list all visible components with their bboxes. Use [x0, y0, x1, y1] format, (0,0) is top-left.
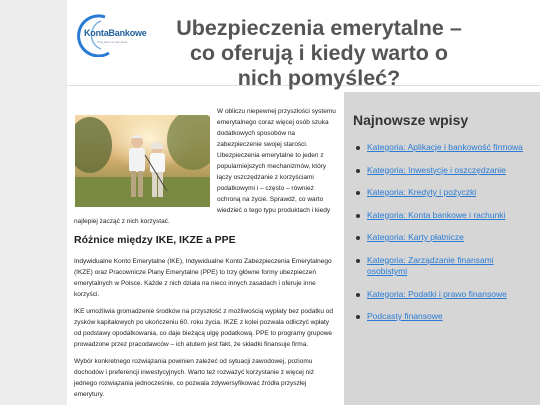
hero-image [75, 115, 210, 207]
logo-tagline: Twój bank w internecie [97, 40, 128, 44]
sidebar-link[interactable] [354, 289, 534, 301]
sidebar-link-label[interactable]: Kategoria: Podatki i prawo finansowe [367, 288, 507, 299]
sidebar-link-label[interactable]: Kategoria: Kredyty i pożyczki [367, 187, 477, 197]
sidebar-link-label[interactable]: Kategoria: Zarządzanie finansami osobistymi [367, 254, 494, 276]
recent-posts-list [354, 142, 534, 334]
article-content [74, 106, 336, 405]
section-heading: Różnice między IKE, IKZE a PPE [74, 234, 236, 246]
bullet-icon [356, 315, 360, 319]
sidebar-link[interactable] [354, 311, 534, 323]
bullet-icon [356, 169, 360, 173]
sidebar-link-label[interactable]: Podcasty finansowe [367, 311, 443, 321]
sidebar-link[interactable] [354, 255, 534, 278]
bullet-icon [356, 214, 360, 218]
logo-text: KontaBankowe [84, 28, 147, 38]
article-paragraph: IKE umożliwia gromadzenie środków na przyszłość z możliwością wypłaty bez podatku od zysków kapitałowych po ukończeniu 60. roku życia. IKZE z kolei pozwala odliczyć wpłaty od podstawy opodatkowania, co daje bieżącą ulgę podatkową. PPE to programy grupowe prowadzone przez pracodawców – ich atutem jest fakt, że składki finansuje firma. [74, 308, 334, 348]
sidebar [344, 92, 540, 405]
sidebar-link-label[interactable]: Kategoria: Aplikacje i bankowość firmowa [367, 142, 523, 152]
sidebar-title: Najnowsze wpisy [353, 112, 469, 128]
article-intro: W obliczu niepewnej przyszłości systemu emerytalnego coraz więcej osób szuka dodatkowych sposobów na zabezpieczenie swojej starości. Ubezpieczenia emerytalne to jeden z popularniejszych mechanizmów, który łączy oszczędzanie z korzyściami podatkowymi i – często – również ochroną na życie. Sprawdź, co warto wiedzieć o tego typu produktach i kiedy najlepiej zacząć z nich korzystać. [74, 108, 336, 225]
sidebar-link[interactable] [354, 187, 534, 199]
page [67, 0, 540, 405]
sidebar-link-label[interactable]: Kategoria: Konta bankowe i rachunki [367, 209, 506, 220]
bullet-icon [356, 259, 360, 263]
sidebar-link[interactable] [354, 232, 534, 244]
bullet-icon [356, 146, 360, 150]
sidebar-link-label[interactable]: Kategoria: Karty płatnicze [367, 232, 464, 242]
article-paragraph: Wybór konkretnego rozwiązania powinien zależeć od sytuacji zawodowej, poziomu dochodów i preferencji inwestycyjnych. Warto też rozważyć korzystanie z więcej niż jednego rozwiązania jednocześnie, co pozwala zdywersyfikować źródła przyszłej emerytury. [74, 358, 314, 398]
sidebar-link-label[interactable]: Kategoria: Inwestycje i oszczędzanie [367, 164, 506, 175]
sidebar-link[interactable] [354, 210, 534, 222]
sidebar-link[interactable] [354, 142, 534, 154]
bullet-icon [356, 191, 360, 195]
bullet-icon [356, 236, 360, 240]
article-paragraph: Indywidualne Konto Emerytalne (IKE), Indywidualne Konto Zabezpieczenia Emerytalnego (IKZE) oraz Pracownicze Plany Emerytalne (PPE) to trzy główne formy ubezpieczeń emerytalnych w Polsce. Każde z nich działa na nieco innych zasadach i oferuje inne korzyści. [74, 258, 332, 298]
site-logo[interactable] [75, 13, 157, 57]
bullet-icon [356, 293, 360, 297]
page-title: Ubezpieczenia emerytalne – co oferują i kiedy warto o nich pomyśleć? [176, 16, 462, 90]
site-header [67, 0, 540, 90]
sidebar-link[interactable] [354, 165, 534, 177]
